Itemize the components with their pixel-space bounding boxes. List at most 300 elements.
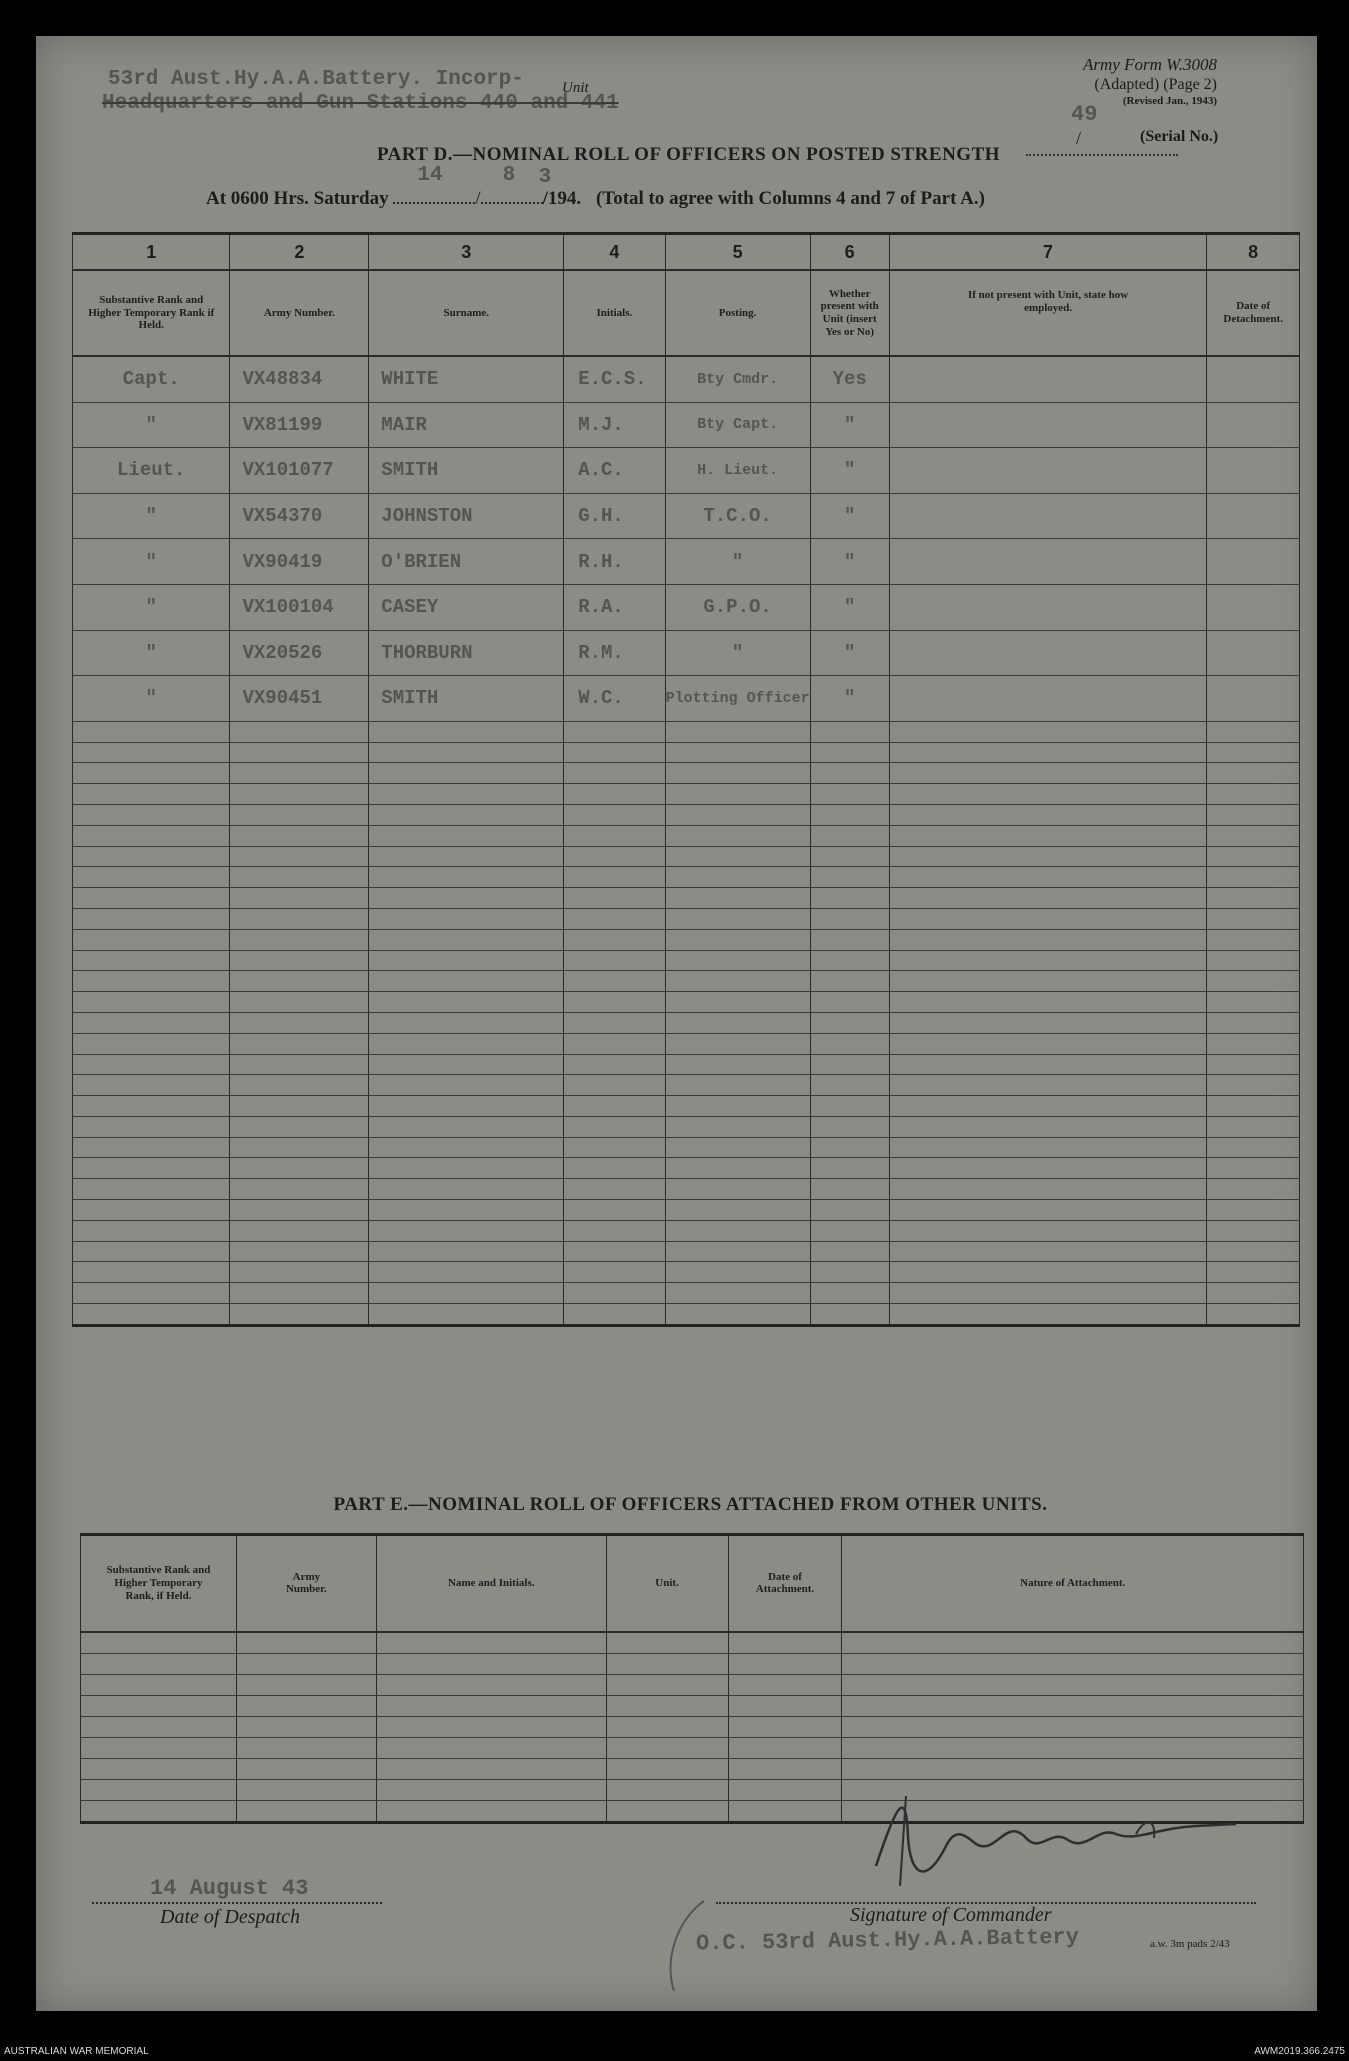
empty-cell [810,971,889,992]
empty-cell [1207,584,1300,630]
despatch-label: Date of Despatch [160,1906,300,1928]
table-row [73,1200,1300,1221]
empty-cell [564,929,665,950]
empty-cell [73,1054,230,1075]
empty-cell [1207,493,1300,539]
empty-cell [1207,1012,1300,1033]
empty-cell [606,1758,728,1779]
empty-cell [728,1695,842,1716]
empty-cell [606,1716,728,1737]
empty-cell [564,1179,665,1200]
empty-cell [564,1283,665,1304]
empty-cell [1207,1179,1300,1200]
column-number: 2 [230,234,369,271]
table-row [73,804,1300,825]
e-col-header-nature: Nature of Attachment. [842,1535,1304,1632]
empty-cell [369,1262,564,1283]
table-row [73,493,1300,539]
empty-cell [564,825,665,846]
table-row [73,1096,1300,1117]
empty-cell [842,1632,1304,1654]
empty-cell [665,950,810,971]
empty-cell [1207,630,1300,676]
empty-cell [73,1283,230,1304]
empty-cell [230,867,369,888]
empty-cell [73,1304,230,1326]
empty-cell [665,1033,810,1054]
empty-cell [369,1096,564,1117]
empty-cell [606,1737,728,1758]
col-header-detachment: Date of Detachment. [1207,270,1300,356]
empty-cell [889,929,1207,950]
empty-cell [1207,908,1300,929]
empty-cell [564,784,665,805]
date-slash-1: / [475,188,481,209]
empty-cell [889,1262,1207,1283]
cell-initials: W.C. [564,676,665,722]
date-month: 8 [502,164,516,187]
col-header-posting: Posting. [665,270,810,356]
empty-cell [230,992,369,1013]
empty-cell [230,721,369,742]
empty-cell [889,1179,1207,1200]
empty-cell [889,1220,1207,1241]
form-adapted: (Adapted) (Page 2) [1094,76,1217,94]
empty-cell [665,825,810,846]
empty-cell [369,1283,564,1304]
empty-cell [665,1200,810,1221]
empty-cell [369,846,564,867]
cell-rank: Capt. [73,356,230,402]
empty-cell [73,950,230,971]
empty-cell [73,888,230,909]
empty-cell [73,825,230,846]
cell-posting: H. Lieut. [665,448,810,494]
table-row [73,1012,1300,1033]
empty-cell [81,1716,237,1737]
empty-cell [1207,356,1300,402]
empty-cell [665,1096,810,1117]
table-row [73,1241,1300,1262]
cell-initials: A.C. [564,448,665,494]
empty-cell [230,1137,369,1158]
serial-label: (Serial No.) [1140,128,1219,145]
empty-cell [1207,804,1300,825]
print-reference: a.w. 3m pads 2/43 [1150,1938,1230,1950]
column-number: 7 [889,234,1207,271]
signature-label: Signature of Commander [850,1904,1052,1926]
empty-cell [230,1158,369,1179]
date-note: (Total to agree with Columns 4 and 7 of Part A.) [595,188,985,209]
empty-cell [665,908,810,929]
date-year-wrap [538,166,582,209]
cell-initials: M.J. [564,402,665,448]
table-row [73,539,1300,585]
cell-army-number: VX81199 [230,402,369,448]
table-row [73,1179,1300,1200]
empty-cell [810,721,889,742]
empty-cell [842,1737,1304,1758]
empty-cell [728,1632,842,1654]
table-row [73,929,1300,950]
col-header-present: Whether present with Unit (insert Yes or No) [810,270,889,356]
empty-cell [369,929,564,950]
table-row [73,825,1300,846]
empty-cell [665,888,810,909]
empty-cell [665,992,810,1013]
empty-cell [369,992,564,1013]
empty-cell [369,1033,564,1054]
cell-present: " [810,402,889,448]
cell-initials: G.H. [564,493,665,539]
empty-cell [236,1800,376,1822]
empty-cell [73,1012,230,1033]
empty-cell [665,1220,810,1241]
empty-cell [376,1758,606,1779]
empty-cell [728,1674,842,1695]
cell-posting: Bty Capt. [665,402,810,448]
empty-cell [810,1304,889,1326]
empty-cell [369,1054,564,1075]
col-header-surname: Surname. [369,270,564,356]
empty-cell [842,1716,1304,1737]
empty-cell [564,742,665,763]
e-col-header-attachment-date: Date of Attachment. [728,1535,842,1632]
empty-cell [842,1653,1304,1674]
empty-cell [810,846,889,867]
empty-cell [606,1653,728,1674]
empty-cell [889,971,1207,992]
empty-cell [728,1653,842,1674]
column-number-row [73,234,1300,271]
empty-cell [1207,846,1300,867]
empty-cell [230,804,369,825]
empty-cell [73,1262,230,1283]
empty-cell [728,1716,842,1737]
cell-posting: " [665,539,810,585]
cell-present: " [810,676,889,722]
table-row [73,676,1300,722]
cell-initials: R.H. [564,539,665,585]
table-row [73,630,1300,676]
empty-cell [665,1283,810,1304]
cell-surname: JOHNSTON [369,493,564,539]
table-row [73,784,1300,805]
empty-cell [1207,1262,1300,1283]
empty-cell [73,1096,230,1117]
empty-cell [230,1054,369,1075]
empty-cell [73,1179,230,1200]
empty-cell [369,1304,564,1326]
empty-cell [889,539,1207,585]
empty-cell [369,1012,564,1033]
empty-cell [606,1674,728,1695]
empty-cell [889,630,1207,676]
empty-cell [665,1158,810,1179]
empty-cell [889,1075,1207,1096]
cell-army-number: VX90419 [230,539,369,585]
empty-cell [1207,1304,1300,1326]
empty-cell [606,1632,728,1654]
empty-cell [889,1116,1207,1137]
column-header-row [73,270,1300,356]
empty-cell [230,888,369,909]
cell-initials: E.C.S. [564,356,665,402]
empty-cell [230,763,369,784]
date-day: 14 [417,164,443,187]
empty-cell [665,846,810,867]
empty-cell [889,402,1207,448]
e-col-header-name: Name and Initials. [376,1535,606,1632]
cell-rank: " [73,402,230,448]
part-e-head [81,1535,1304,1632]
table-row [73,1158,1300,1179]
empty-cell [665,929,810,950]
empty-cell [564,950,665,971]
part-d-head [73,234,1300,357]
empty-cell [376,1737,606,1758]
empty-cell [564,1137,665,1158]
empty-cell [810,1220,889,1241]
col-header-rank: Substantive Rank and Higher Temporary Rank if Held. [73,270,230,356]
empty-cell [73,992,230,1013]
empty-cell [1207,539,1300,585]
empty-cell [889,763,1207,784]
empty-cell [236,1632,376,1654]
empty-cell [564,1220,665,1241]
e-col-header-unit: Unit. [606,1535,728,1632]
empty-cell [810,1116,889,1137]
cell-rank: " [73,539,230,585]
empty-cell [376,1674,606,1695]
table-row [81,1695,1304,1716]
empty-cell [810,888,889,909]
table-row [73,1054,1300,1075]
empty-cell [564,721,665,742]
empty-cell [230,1304,369,1326]
cell-present: " [810,630,889,676]
empty-cell [728,1758,842,1779]
empty-cell [236,1758,376,1779]
empty-cell [369,804,564,825]
empty-cell [564,846,665,867]
empty-cell [889,356,1207,402]
form-revised: (Revised Jan., 1943) [1122,95,1217,108]
cell-present: " [810,448,889,494]
empty-cell [564,1054,665,1075]
empty-cell [73,804,230,825]
empty-cell [73,1241,230,1262]
form-identification [1083,54,1217,109]
empty-cell [73,1220,230,1241]
empty-cell [810,1200,889,1221]
table-row [81,1674,1304,1695]
empty-cell [236,1737,376,1758]
empty-cell [889,992,1207,1013]
column-number: 1 [73,234,230,271]
empty-cell [230,1075,369,1096]
empty-cell [81,1653,237,1674]
empty-cell [230,950,369,971]
empty-cell [376,1695,606,1716]
empty-cell [889,950,1207,971]
table-row [73,867,1300,888]
date-year: 3 [538,166,552,189]
empty-cell [665,971,810,992]
empty-cell [236,1674,376,1695]
empty-cell [564,888,665,909]
table-row [73,448,1300,494]
cell-initials: R.M. [564,630,665,676]
cell-present: Yes [810,356,889,402]
empty-cell [564,804,665,825]
empty-cell [81,1779,237,1800]
table-row [73,721,1300,742]
table-row [73,742,1300,763]
empty-cell [606,1800,728,1822]
empty-cell [810,1241,889,1262]
empty-cell [842,1695,1304,1716]
empty-cell [369,950,564,971]
empty-cell [889,1012,1207,1033]
empty-cell [1207,1283,1300,1304]
empty-cell [889,908,1207,929]
empty-cell [1207,676,1300,722]
empty-cell [564,971,665,992]
empty-cell [230,1096,369,1117]
cell-surname: WHITE [369,356,564,402]
column-number: 6 [810,234,889,271]
empty-cell [810,1283,889,1304]
cell-army-number: VX54370 [230,493,369,539]
empty-cell [889,1241,1207,1262]
table-row [73,1033,1300,1054]
part-d-table [72,232,1300,1327]
empty-cell [230,1283,369,1304]
empty-cell [230,929,369,950]
empty-cell [1207,888,1300,909]
empty-cell [1207,1116,1300,1137]
empty-cell [810,1054,889,1075]
empty-cell [810,867,889,888]
empty-cell [842,1674,1304,1695]
table-row [73,1137,1300,1158]
form-number: Army Form W.3008 [1083,55,1217,74]
empty-cell [1207,929,1300,950]
empty-cell [73,1137,230,1158]
unit-line-1: 53rd Aust.Hy.A.A.Battery. Incorp- [108,68,524,91]
empty-cell [73,908,230,929]
empty-cell [376,1716,606,1737]
empty-cell [564,992,665,1013]
empty-cell [1207,1096,1300,1117]
col-header-initials: Initials. [564,270,665,356]
empty-cell [73,1116,230,1137]
table-row [81,1632,1304,1654]
column-number: 8 [1207,234,1300,271]
empty-cell [369,888,564,909]
commander-stamp: O.C. 53rd Aust.Hy.A.A.Battery [695,1924,1080,1957]
empty-cell [230,908,369,929]
cell-surname: THORBURN [369,630,564,676]
empty-cell [810,825,889,846]
date-day-field [393,164,475,204]
table-row [73,888,1300,909]
cell-surname: SMITH [369,676,564,722]
empty-cell [73,867,230,888]
empty-cell [810,1075,889,1096]
empty-cell [889,448,1207,494]
empty-cell [376,1800,606,1822]
empty-cell [1207,1033,1300,1054]
empty-cell [369,1116,564,1137]
empty-cell [81,1758,237,1779]
date-year-label: /194. [542,188,582,209]
date-line [206,164,985,210]
table-row [73,356,1300,402]
empty-cell [73,971,230,992]
cell-present: " [810,493,889,539]
empty-cell [1207,1158,1300,1179]
empty-cell [230,784,369,805]
empty-cell [236,1695,376,1716]
commander-signature [836,1776,1256,1916]
empty-cell [369,1158,564,1179]
form-sheet [36,36,1317,2011]
empty-cell [889,742,1207,763]
empty-cell [1207,825,1300,846]
table-row [73,950,1300,971]
empty-cell [1207,971,1300,992]
empty-cell [230,846,369,867]
table-row [73,908,1300,929]
e-col-header-army-number: Army Number. [236,1535,376,1632]
empty-cell [889,721,1207,742]
empty-cell [1207,448,1300,494]
empty-cell [1207,402,1300,448]
empty-cell [369,971,564,992]
empty-cell [369,1075,564,1096]
empty-cell [81,1800,237,1822]
empty-cell [810,929,889,950]
empty-cell [230,1200,369,1221]
table-row [73,1075,1300,1096]
part-d-title: PART D.—NOMINAL ROLL OF OFFICERS ON POSTED STRENGTH [376,144,1001,165]
empty-cell [230,1220,369,1241]
empty-cell [889,825,1207,846]
empty-cell [236,1779,376,1800]
empty-cell [810,1158,889,1179]
empty-cell [73,784,230,805]
empty-cell [889,676,1207,722]
empty-cell [665,804,810,825]
empty-cell [606,1695,728,1716]
cell-rank: Lieut. [73,448,230,494]
empty-cell [564,1012,665,1033]
empty-cell [564,763,665,784]
empty-cell [889,1304,1207,1326]
empty-cell [1207,992,1300,1013]
serial-slash: / [1076,128,1082,148]
part-e-header-row [81,1535,1304,1632]
empty-cell [564,1262,665,1283]
empty-cell [728,1737,842,1758]
cell-army-number: VX101077 [230,448,369,494]
empty-cell [376,1653,606,1674]
empty-cell [889,1054,1207,1075]
empty-cell [369,908,564,929]
cell-posting: T.C.O. [665,493,810,539]
